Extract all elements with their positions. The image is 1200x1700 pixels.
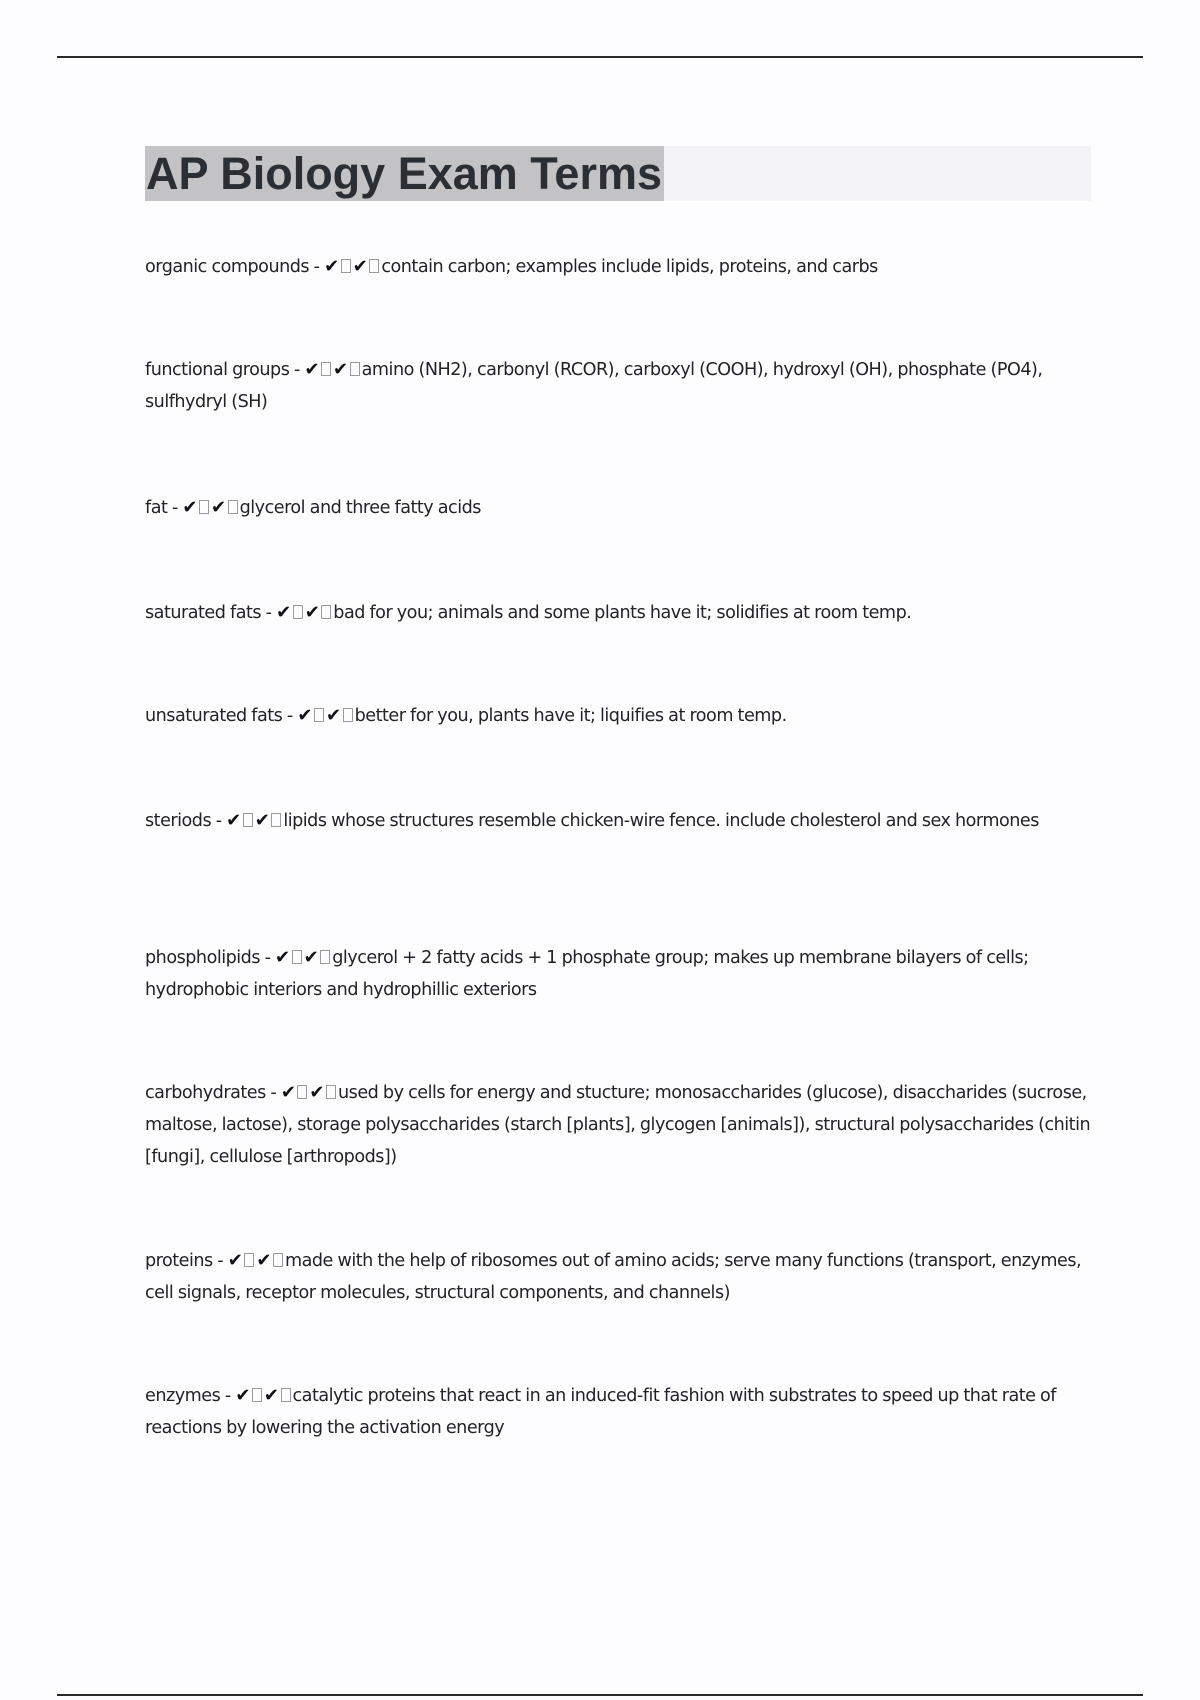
check-icon: ✔ xyxy=(263,1385,279,1406)
term-separator: - xyxy=(220,1386,236,1406)
missing-glyph-icon xyxy=(243,813,253,827)
missing-glyph-icon xyxy=(293,605,303,619)
term-definition: lipids whose structures resemble chicken-wire fence. include cholesterol and sex hormones xyxy=(283,811,1039,831)
check-icon: ✔ xyxy=(352,256,368,277)
term-entry-saturated-fats xyxy=(145,597,1095,629)
term-entry-enzymes xyxy=(145,1380,1095,1444)
check-icon: ✔ xyxy=(325,705,341,726)
top-rule xyxy=(57,56,1143,58)
term-name: phospholipids xyxy=(145,948,260,968)
check-icon: ✔ xyxy=(235,1385,250,1406)
missing-glyph-icon xyxy=(271,813,281,827)
check-icon: ✔ xyxy=(226,810,241,831)
term-definition: made with the help of ribosomes out of amino acids; serve many functions (transport, enzymes, cell signals, receptor molecules, structural components, and channels) xyxy=(145,1251,1082,1303)
term-definition: bad for you; animals and some plants have it; solidifies at room temp. xyxy=(333,603,912,623)
term-definition: glycerol + 2 fatty acids + 1 phosphate group; makes up membrane bilayers of cells; hydrophobic interiors and hydrophillic exteriors xyxy=(145,948,1029,1000)
check-icon: ✔ xyxy=(275,947,290,968)
missing-glyph-icon xyxy=(314,708,324,722)
missing-glyph-icon xyxy=(321,362,331,376)
term-name: steriods xyxy=(145,811,212,831)
term-name: proteins xyxy=(145,1251,213,1271)
term-name: enzymes xyxy=(145,1386,221,1406)
term-separator: - xyxy=(289,360,305,380)
check-icon: ✔ xyxy=(211,497,226,518)
missing-glyph-icon xyxy=(273,1253,283,1267)
missing-glyph-icon xyxy=(343,708,353,722)
missing-glyph-icon xyxy=(297,1085,307,1099)
bottom-rule xyxy=(57,1694,1143,1696)
missing-glyph-icon xyxy=(281,1388,291,1402)
check-icon: ✔ xyxy=(304,359,320,380)
term-entry-carbohydrates xyxy=(145,1077,1095,1173)
term-entry-fat xyxy=(145,492,1095,524)
missing-glyph-icon xyxy=(199,500,209,514)
check-icon: ✔ xyxy=(309,1082,324,1103)
missing-glyph-icon xyxy=(326,1085,336,1099)
check-icon: ✔ xyxy=(256,1250,271,1271)
term-definition: contain carbon; examples include lipids, proteins, and carbs xyxy=(381,257,878,277)
check-icon: ✔ xyxy=(254,810,270,831)
missing-glyph-icon xyxy=(252,1388,262,1402)
document-title: AP Biology Exam Terms xyxy=(146,148,663,199)
term-separator: - xyxy=(212,1251,228,1271)
missing-glyph-icon xyxy=(369,259,379,273)
term-separator: - xyxy=(260,948,276,968)
term-name: functional groups xyxy=(145,360,290,380)
term-name: saturated fats xyxy=(145,603,262,623)
missing-glyph-icon xyxy=(341,259,351,273)
term-entry-organic-compounds xyxy=(145,251,1095,283)
missing-glyph-icon xyxy=(320,950,330,964)
term-separator: - xyxy=(211,811,227,831)
missing-glyph-icon xyxy=(292,950,302,964)
check-icon: ✔ xyxy=(304,602,320,623)
term-name: organic compounds xyxy=(145,257,310,277)
missing-glyph-icon xyxy=(228,500,238,514)
term-entry-unsaturated-fats xyxy=(145,700,1095,732)
check-icon: ✔ xyxy=(182,497,198,518)
term-name: fat xyxy=(145,498,168,518)
term-entry-proteins xyxy=(145,1245,1095,1309)
term-separator: - xyxy=(265,1083,281,1103)
term-definition: catalytic proteins that react in an induced-fit fashion with substrates to speed up that rate of reactions by lowering the activation energy xyxy=(145,1386,1056,1438)
term-separator: - xyxy=(309,257,325,277)
term-separator: - xyxy=(167,498,183,518)
term-separator: - xyxy=(261,603,277,623)
term-entry-functional-groups xyxy=(145,354,1095,418)
missing-glyph-icon xyxy=(321,605,331,619)
check-icon: ✔ xyxy=(276,602,291,623)
check-icon: ✔ xyxy=(303,947,319,968)
check-icon: ✔ xyxy=(280,1082,296,1103)
term-name: unsaturated fats xyxy=(145,706,283,726)
term-definition: amino (NH2), carbonyl (RCOR), carboxyl (COOH), hydroxyl (OH), phosphate (PO4), sulfhydryl (SH) xyxy=(145,360,1043,412)
missing-glyph-icon xyxy=(244,1253,254,1267)
term-definition: used by cells for energy and stucture; monosaccharides (glucose), disaccharides (sucrose, maltose, lactose), storage polysaccharides (starch [plants], glycogen [animals]), structural polysaccharides (chitin [fungi], cellulose [arthropods]) xyxy=(145,1083,1091,1167)
check-icon: ✔ xyxy=(297,705,312,726)
missing-glyph-icon xyxy=(350,362,360,376)
term-definition: better for you, plants have it; liquifies at room temp. xyxy=(354,706,787,726)
term-definition: glycerol and three fatty acids xyxy=(239,498,481,518)
term-name: carbohydrates xyxy=(145,1083,266,1103)
term-separator: - xyxy=(282,706,298,726)
check-icon: ✔ xyxy=(227,1250,243,1271)
term-entry-phospholipids xyxy=(145,942,1095,1006)
check-icon: ✔ xyxy=(324,256,339,277)
check-icon: ✔ xyxy=(333,359,348,380)
term-entry-steriods xyxy=(145,805,1095,837)
